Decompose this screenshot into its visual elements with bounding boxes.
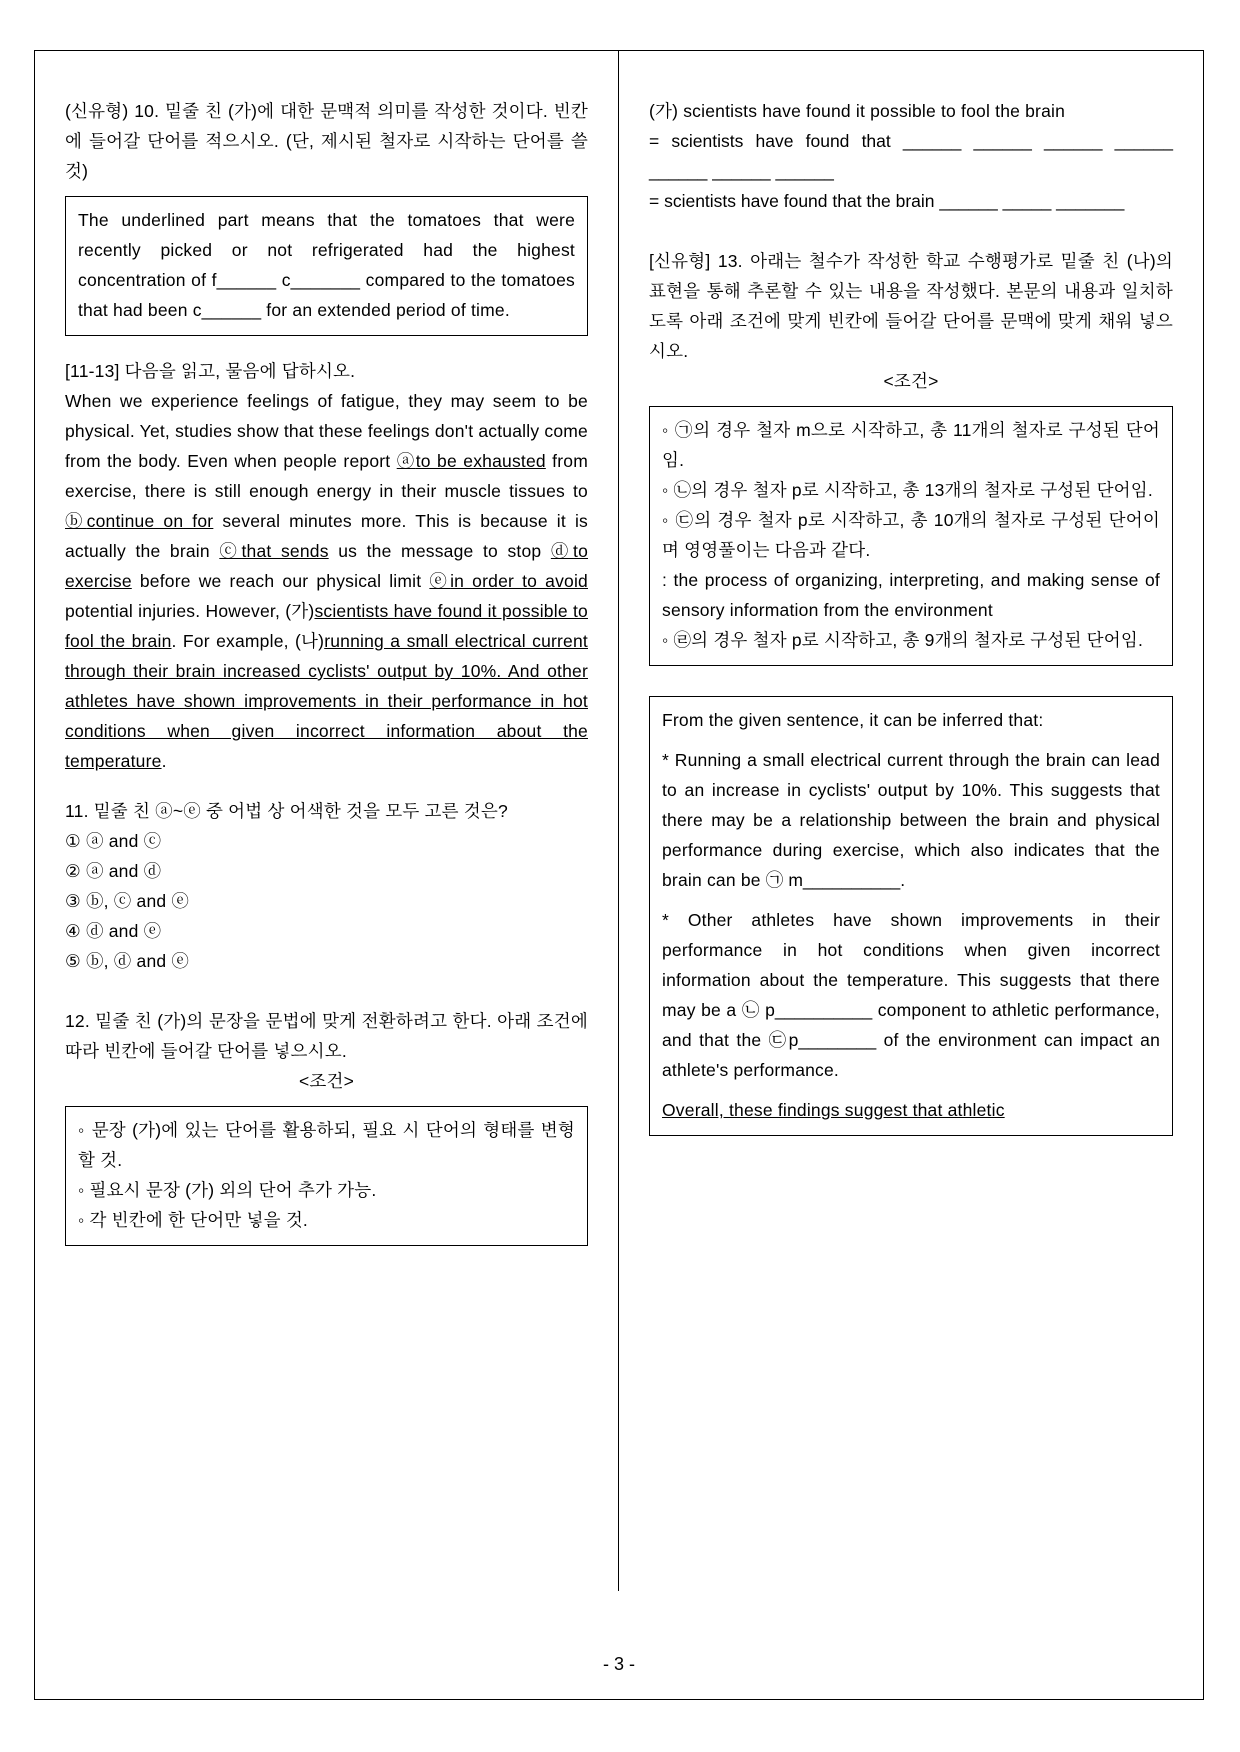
- choice-number: ①: [65, 831, 81, 851]
- answer-paragraph-3: Overall, these findings suggest that athletic: [662, 1100, 1005, 1120]
- marker-a: ⓐ: [396, 451, 416, 471]
- answer-blank-2[interactable]: p__________: [759, 1000, 873, 1020]
- choice-number: ②: [65, 861, 81, 881]
- passage-segment-2: from exercise, there is still enough energy in their muscle tissues to: [65, 451, 588, 501]
- underline-e: [429, 571, 588, 591]
- condition-item: ◦ ㉡의 경우 철자 p로 시작하고, 총 13개의 철자로 구성된 단어임.: [662, 480, 1153, 500]
- choice-item[interactable]: [65, 886, 588, 916]
- passage-segment-5: before we reach our physical limit: [131, 571, 430, 591]
- answer-blank-1[interactable]: m__________.: [783, 870, 906, 890]
- underline-c: [219, 541, 328, 561]
- label-na: (나): [295, 631, 325, 651]
- condition-item: ◦ 문장 (가)에 있는 단어를 활용하되, 필요 시 단어의 형태를 변형할 것.: [78, 1120, 575, 1170]
- ga-transform-line-1: (가) scientists have found it possible to fool the brain: [649, 101, 1066, 121]
- ga-transform-line-3: = scientists have found that the brain ______ _____ _______: [649, 191, 1125, 211]
- label-ga: (가): [285, 601, 315, 621]
- question-11-choices: [65, 826, 588, 976]
- question-11-prompt: 11. 밑줄 친 ⓐ~ⓔ 중 어법 상 어색한 것을 모두 고른 것은?: [65, 801, 508, 821]
- passage-range-header: [11-13] 다음을 읽고, 물음에 답하시오.: [65, 361, 356, 381]
- right-column: [619, 51, 1203, 1591]
- marker-e: ⓔ: [429, 571, 451, 591]
- underline-b-text: continue on for: [86, 511, 214, 531]
- passage-segment-8: .: [161, 751, 167, 771]
- question-10-prompt: (신유형) 10. 밑줄 친 (가)에 대한 문맥적 의미를 작성한 것이다. 빈칸에 들어갈 단어를 적으시오. (단, 제시된 철자로 시작하는 단어를 쓸 것): [65, 101, 588, 181]
- answer-para2-mid: component to athletic performance, and that the: [662, 1000, 1160, 1050]
- passage-segment-3: several minutes more. This is because it is actually the brain: [65, 511, 588, 561]
- underline-a: [397, 451, 546, 471]
- choice-number: ④: [65, 921, 81, 941]
- question-10-answer-box: [65, 196, 588, 336]
- answer-para2-post: of the environment can impact an athlete's performance.: [662, 1030, 1160, 1080]
- answer-paragraph-2: [662, 905, 1160, 1085]
- question-12-condition-box: [65, 1106, 588, 1246]
- two-column-body: [35, 51, 1203, 1591]
- condition-item: ◦ ㉠의 경우 철자 m으로 시작하고, 총 11개의 철자로 구성된 단어임.: [662, 420, 1160, 470]
- exam-page: [34, 50, 1204, 1700]
- answer-intro: From the given sentence, it can be inferred that:: [662, 710, 1044, 730]
- left-column: [35, 51, 619, 1591]
- marker-circle-1: ㉠: [765, 870, 784, 890]
- passage-segment-7: . For example,: [171, 631, 296, 651]
- underline-e-text: in order to avoid: [450, 571, 588, 591]
- ga-transform-line-2: = scientists have found that ______ ______ ______ ______ ______ ______ ______: [649, 131, 1173, 181]
- condition-item: ◦ ㉢의 경우 철자 p로 시작하고, 총 10개의 철자로 구성된 단어이며 영영풀이는 다음과 같다.: [662, 510, 1160, 560]
- reading-passage: [65, 386, 588, 776]
- condition-item: ◦ ㉣의 경우 철자 p로 시작하고, 총 9개의 철자로 구성된 단어임.: [662, 630, 1144, 650]
- condition-definition: : the process of organizing, interpreting, and making sense of sensory information from the environment: [662, 570, 1160, 620]
- question-13-prompt: [신유형] 13. 아래는 철수가 작성한 학교 수행평가로 밑줄 친 (나)의 표현을 통해 추론할 수 있는 내용을 작성했다. 본문의 내용과 일치하도록 아래 조건에 맞게 빈칸에 들어갈 단어를 문맥에 맞게 채워 넣으시오.: [649, 251, 1173, 361]
- question-13-condition-title: <조건>: [883, 371, 939, 391]
- student-answer-box: [649, 696, 1173, 1136]
- choice-text: ⓐ and ⓓ: [80, 861, 162, 881]
- choice-text: ⓐ and ⓒ: [80, 831, 162, 851]
- condition-item: ◦ 각 빈칸에 한 단어만 넣을 것.: [78, 1210, 308, 1230]
- choice-text: ⓓ and ⓔ: [80, 921, 162, 941]
- passage-segment-4: us the message to stop: [328, 541, 551, 561]
- choice-item[interactable]: [65, 826, 588, 856]
- passage-segment-1: When we experience feelings of fatigue, they may seem to be physical. Yet, studies show that these feelings don't actually come from the body. Even when people report: [65, 391, 588, 471]
- passage-segment-6: potential injuries. However,: [65, 601, 286, 621]
- question-12-prompt: 12. 밑줄 친 (가)의 문장을 문법에 맞게 전환하려고 한다. 아래 조건에 따라 빈칸에 들어갈 단어를 넣으시오.: [65, 1011, 588, 1061]
- marker-d: ⓓ: [550, 541, 574, 561]
- answer-paragraph-1: [662, 745, 1160, 895]
- underline-na-text: running a small electrical current through their brain increased cyclists' output by 10%. And other athletes have shown improvements in their performance in hot conditions when given incorrect information about the temperature: [65, 631, 588, 771]
- answer-blank-3[interactable]: p________: [788, 1030, 877, 1050]
- page-number: - 3 -: [602, 1654, 635, 1674]
- underline-a-text: to be exhausted: [415, 451, 546, 471]
- question-13-condition-box: [649, 406, 1173, 666]
- answer-para2-text: * Other athletes have shown improvements in their performance in hot conditions when given incorrect information about the temperature. This suggests that there may be a: [662, 910, 1160, 1020]
- choice-number: ③: [65, 891, 81, 911]
- underline-ga-text: scientists have found it possible to fool the brain: [65, 601, 588, 651]
- question-10-box-text: The underlined part means that the tomatoes that were recently picked or not refrigerated had the highest concentration of f______ c_______ compared to the tomatoes that had been c______ for an extended period of time.: [78, 210, 575, 320]
- choice-number: ⑤: [65, 951, 81, 971]
- condition-item: ◦ 필요시 문장 (가) 외의 단어 추가 가능.: [78, 1180, 377, 1200]
- marker-b: ⓑ: [65, 511, 87, 531]
- marker-c: ⓒ: [219, 541, 242, 561]
- choice-item[interactable]: [65, 946, 588, 976]
- choice-item[interactable]: [65, 916, 588, 946]
- choice-item[interactable]: [65, 856, 588, 886]
- underline-d-text: to exercise: [65, 541, 589, 591]
- underline-c-text: that sends: [241, 541, 329, 561]
- underline-b: [65, 511, 213, 531]
- marker-circle-3: ㉢: [768, 1030, 789, 1050]
- choice-text: ⓑ, ⓓ and ⓔ: [80, 951, 190, 971]
- marker-circle-2: ㉡: [741, 1000, 760, 1020]
- question-12-condition-title: <조건>: [298, 1071, 355, 1091]
- answer-para1-text: * Running a small electrical current through the brain can lead to an increase in cyclists' output by 10%. This suggests that there may be a relationship between the brain and physical performance during exercise, which also indicates that the brain can be: [662, 750, 1160, 890]
- choice-text: ⓑ, ⓒ and ⓔ: [80, 891, 190, 911]
